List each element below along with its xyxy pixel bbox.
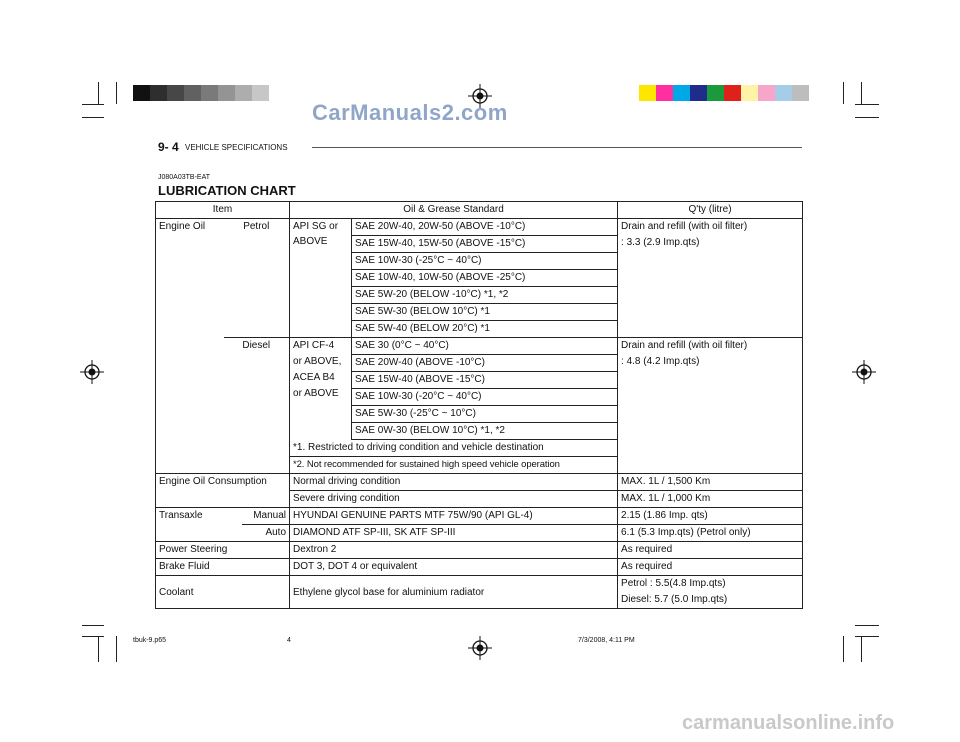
- transaxle-auto-std: DIAMOND ATF SP-III, SK ATF SP-III: [290, 525, 618, 542]
- petrol-qty-line: : 3.3 (2.9 Imp.qts): [621, 237, 700, 248]
- table-row: [156, 508, 803, 525]
- gray-swatch: [218, 85, 235, 101]
- diesel-grade: SAE 20W-40 (ABOVE -10°C): [352, 355, 618, 372]
- footer-timestamp: 7/3/2008, 4:11 PM: [578, 637, 635, 644]
- petrol-api-line: API SG or: [293, 221, 339, 232]
- petrol-grade: SAE 10W-40, 10W-50 (ABOVE -25°C): [352, 270, 618, 287]
- document-code: J080A03TB-EAT: [158, 174, 211, 181]
- gray-swatch: [252, 85, 269, 101]
- gray-swatch: [235, 85, 252, 101]
- diesel-label: Diesel: [224, 338, 290, 474]
- petrol-qty-line: Drain and refill (with oil filter): [621, 221, 748, 232]
- coolant-qty-line: Diesel: 5.7 (5.0 Imp.qts): [621, 594, 728, 605]
- table-row: [156, 219, 803, 236]
- transaxle-auto-label: Auto: [242, 525, 290, 542]
- coolant-label: Coolant: [156, 576, 290, 609]
- coolant-qty: [618, 576, 803, 609]
- footnote-2: *2. Not recommended for sustained high speed vehicle operation: [290, 457, 618, 474]
- color-swatch: [792, 85, 809, 101]
- coolant-qty-line: Petrol : 5.5(4.8 Imp.qts): [621, 578, 726, 589]
- color-swatch: [741, 85, 758, 101]
- table-row: [156, 338, 803, 355]
- diesel-api-line: or ABOVE,: [293, 356, 342, 367]
- consumption-label: Engine Oil Consumption: [156, 474, 290, 508]
- header-item: Item: [156, 202, 290, 219]
- consumption-severe: Severe driving condition: [290, 491, 618, 508]
- table-row: [156, 525, 803, 542]
- page-number: 9- 4: [158, 140, 179, 154]
- color-swatch: [673, 85, 690, 101]
- diesel-api-line: ACEA B4: [293, 372, 335, 383]
- diesel-grade: SAE 30 (0°C ~ 40°C): [352, 338, 618, 355]
- diesel-api-line: API CF-4: [293, 340, 335, 351]
- registration-target-icon: [80, 360, 104, 384]
- petrol-label: Petrol: [224, 219, 290, 338]
- diesel-grade: SAE 10W-30 (-20°C ~ 40°C): [352, 389, 618, 406]
- color-swatch: [690, 85, 707, 101]
- gray-swatch: [184, 85, 201, 101]
- petrol-grade: SAE 5W-20 (BELOW -10°C) *1, *2: [352, 287, 618, 304]
- footer-filename: tbuk-9.p65: [133, 637, 167, 644]
- brake-fluid-std: DOT 3, DOT 4 or equivalent: [290, 559, 618, 576]
- color-swatch: [707, 85, 724, 101]
- watermark-top: CarManuals2.com: [312, 100, 508, 125]
- diesel-api-line: or ABOVE: [293, 388, 339, 399]
- footer-page: 4: [287, 637, 291, 644]
- diesel-qty-line: : 4.8 (4.2 Imp.qts): [621, 356, 700, 367]
- coolant-std: Ethylene glycol base for aluminium radiator: [290, 576, 618, 609]
- petrol-api-line: ABOVE: [293, 236, 328, 247]
- transaxle-manual-qty: 2.15 (1.86 Imp. qts): [618, 508, 803, 525]
- transaxle-auto-qty: 6.1 (5.3 Imp.qts) (Petrol only): [618, 525, 803, 542]
- power-steering-label: Power Steering: [156, 542, 290, 559]
- table-header-row: [156, 202, 803, 219]
- registration-target-icon: [852, 360, 876, 384]
- consumption-normal-qty: MAX. 1L / 1,500 Km: [618, 474, 803, 491]
- petrol-grade: SAE 10W-30 (-25°C ~ 40°C): [352, 253, 618, 270]
- petrol-api: [290, 219, 352, 338]
- brake-fluid-label: Brake Fluid: [156, 559, 290, 576]
- header-qty: Q'ty (litre): [618, 202, 803, 219]
- color-swatch: [775, 85, 792, 101]
- petrol-qty: [618, 219, 803, 338]
- petrol-grade: SAE 5W-40 (BELOW 20°C) *1: [352, 321, 618, 338]
- transaxle-manual-label: Manual: [242, 508, 290, 525]
- lubrication-table: [155, 201, 803, 609]
- diesel-qty: [618, 338, 803, 474]
- power-steering-std: Dextron 2: [290, 542, 618, 559]
- gray-swatch: [133, 85, 150, 101]
- diesel-grade: SAE 15W-40 (ABOVE -15°C): [352, 372, 618, 389]
- chart-title: LUBRICATION CHART: [158, 183, 296, 198]
- table-row: [156, 576, 803, 609]
- petrol-grade: SAE 20W-40, 20W-50 (ABOVE -10°C): [352, 219, 618, 236]
- gray-swatch: [150, 85, 167, 101]
- color-swatch: [656, 85, 673, 101]
- table-row: [156, 542, 803, 559]
- color-swatch: [724, 85, 741, 101]
- transaxle-manual-std: HYUNDAI GENUINE PARTS MTF 75W/90 (API GL-4): [290, 508, 618, 525]
- header-standard: Oil & Grease Standard: [290, 202, 618, 219]
- table-row: [156, 559, 803, 576]
- color-swatch: [639, 85, 656, 101]
- consumption-severe-qty: MAX. 1L / 1,000 Km: [618, 491, 803, 508]
- brake-fluid-qty: As required: [618, 559, 803, 576]
- power-steering-qty: As required: [618, 542, 803, 559]
- petrol-grade: SAE 15W-40, 15W-50 (ABOVE -15°C): [352, 236, 618, 253]
- gray-swatch: [167, 85, 184, 101]
- footnote-1: *1. Restricted to driving condition and vehicle destination: [290, 440, 618, 457]
- registration-target-icon: [468, 636, 492, 660]
- petrol-grade: SAE 5W-30 (BELOW 10°C) *1: [352, 304, 618, 321]
- watermark-bottom: carmanualsonline.info: [682, 712, 895, 734]
- gray-swatch: [201, 85, 218, 101]
- consumption-normal: Normal driving condition: [290, 474, 618, 491]
- engine-oil-label: Engine Oil: [156, 219, 224, 474]
- diesel-qty-line: Drain and refill (with oil filter): [621, 340, 748, 351]
- diesel-grade: SAE 0W-30 (BELOW 10°C) *1, *2: [352, 423, 618, 440]
- section-title: VEHICLE SPECIFICATIONS: [185, 143, 288, 152]
- diesel-api: [290, 338, 352, 440]
- diesel-grade: SAE 5W-30 (-25°C ~ 10°C): [352, 406, 618, 423]
- header-rule: [312, 147, 802, 148]
- table-row: [156, 474, 803, 491]
- color-swatch: [758, 85, 775, 101]
- transaxle-label: Transaxle: [156, 508, 242, 542]
